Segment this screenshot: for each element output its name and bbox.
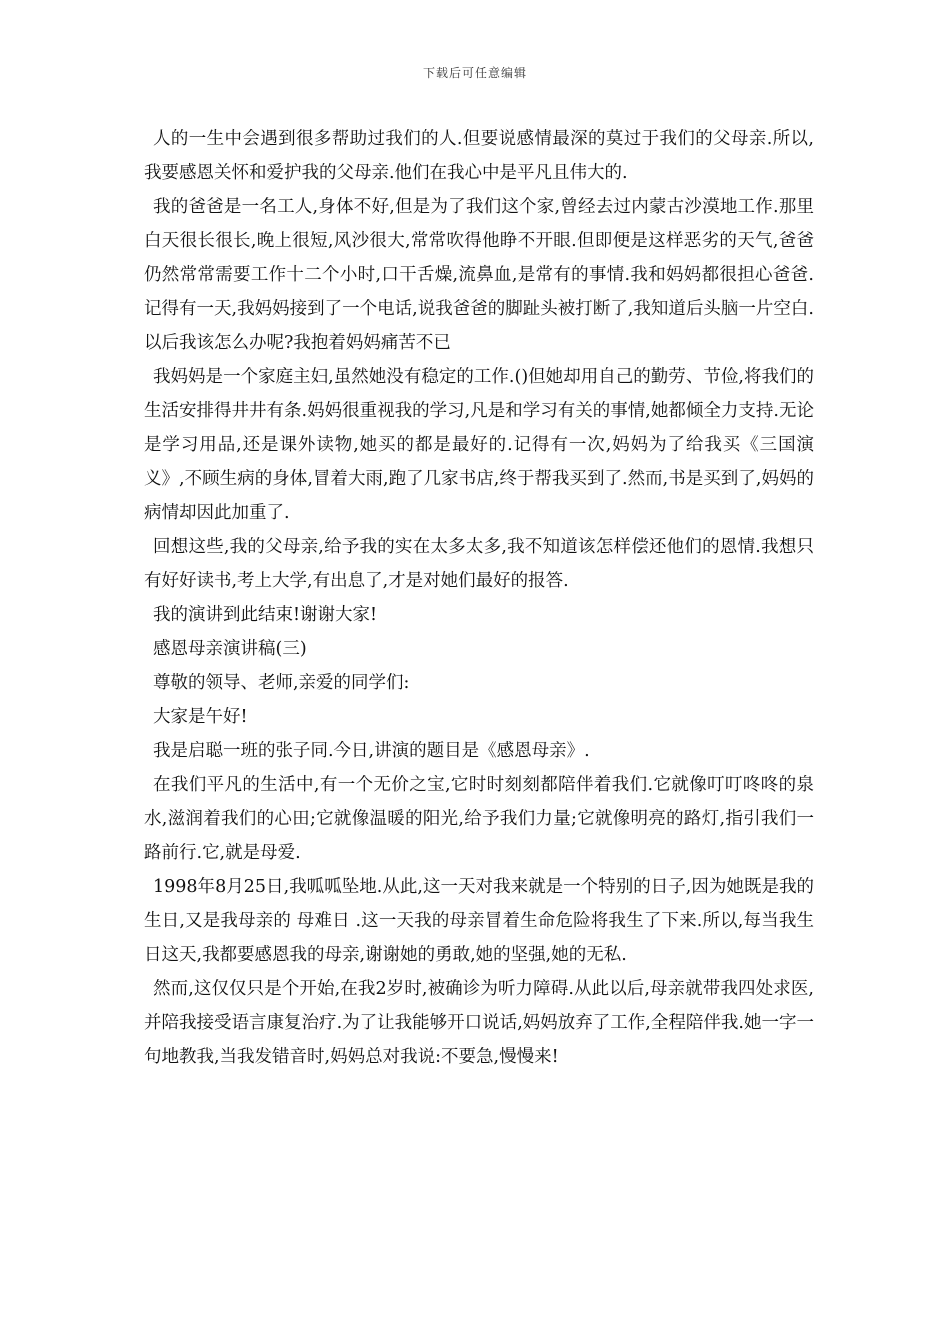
- paragraph-self-intro: 我是启聪一班的张子同.今日,讲演的题目是《感恩母亲》.: [153, 741, 590, 761]
- paragraph-intro: 人的一生中会遇到很多帮助过我们的人.但要说感情最深的莫过于我们的父母亲.所以,我要感恩关怀和爱护我的父母亲.他们在我心中是平凡且伟大的.: [144, 129, 814, 183]
- paragraph-salutation: 尊敬的领导、老师,亲爱的同学们:: [153, 673, 410, 693]
- paragraph-hearing: 然而,这仅仅只是个开始,在我2岁时,被确诊为听力障碍.从此以后,母亲就带我四处求医,并陪我接受语言康复治疗.为了让我能够开口说话,妈妈放弃了工作,全程陪伴我.她一字一句地教我,当我发错音时,妈妈总对我说:不要急,慢慢来!: [144, 979, 814, 1067]
- paragraph-closing: 我的演讲到此结束!谢谢大家!: [153, 605, 378, 625]
- paragraph-maternal-love: 在我们平凡的生活中,有一个无价之宝,它时时刻刻都陪伴着我们.它就像叮叮咚咚的泉水,滋润着我们的心田;它就像温暖的阳光,给予我们力量;它就像明亮的路灯,指引我们一路前行.它,就是母爱.: [144, 775, 814, 863]
- section-title: 感恩母亲演讲稿(三): [153, 639, 307, 659]
- paragraph-greeting: 大家是午好!: [153, 707, 248, 727]
- paragraph-mother: 我妈妈是一个家庭主妇,虽然她没有稳定的工作.()但她却用自己的勤劳、节俭,将我们的生活安排得井井有条.妈妈很重视我的学习,凡是和学习有关的事情,她都倾全力支持.无论是学习用品,还是课外读物,她买的都是最好的.记得有一次,妈妈为了给我买《三国演义》,不顾生病的身体,冒着大雨,跑了几家书店,终于帮我买到了.然而,书是买到了,妈妈的病情却因此加重了.: [144, 367, 814, 523]
- paragraph-reflection: 回想这些,我的父母亲,给予我的实在太多太多,我不知道该怎样偿还他们的恩情.我想只有好好读书,考上大学,有出息了,才是对她们最好的报答.: [144, 537, 814, 591]
- header-note: 下载后可任意编辑: [422, 66, 527, 80]
- document-body: [144, 122, 814, 1074]
- paragraph-father: 我的爸爸是一名工人,身体不好,但是为了我们这个家,曾经去过内蒙古沙漠地工作.那里白天很长很长,晚上很短,风沙很大,常常吹得他睁不开眼.但即便是这样恶劣的天气,爸爸仍然常常需要工作十二个小时,口干舌燥,流鼻血,是常有的事情.我和妈妈都很担心爸爸.记得有一天,我妈妈接到了一个电话,说我爸爸的脚趾头被打断了,我知道后头脑一片空白.以后我该怎么办呢?我抱着妈妈痛苦不已: [144, 197, 814, 353]
- paragraph-birthday: 1998年8月25日,我呱呱坠地.从此,这一天对我来就是一个特别的日子,因为她既是我的生日,又是我母亲的 母难日 .这一天我的母亲冒着生命危险将我生了下来.所以,每当我生日这天,我都要感恩我的母亲,谢谢她的勇敢,她的坚强,她的无私.: [144, 877, 814, 965]
